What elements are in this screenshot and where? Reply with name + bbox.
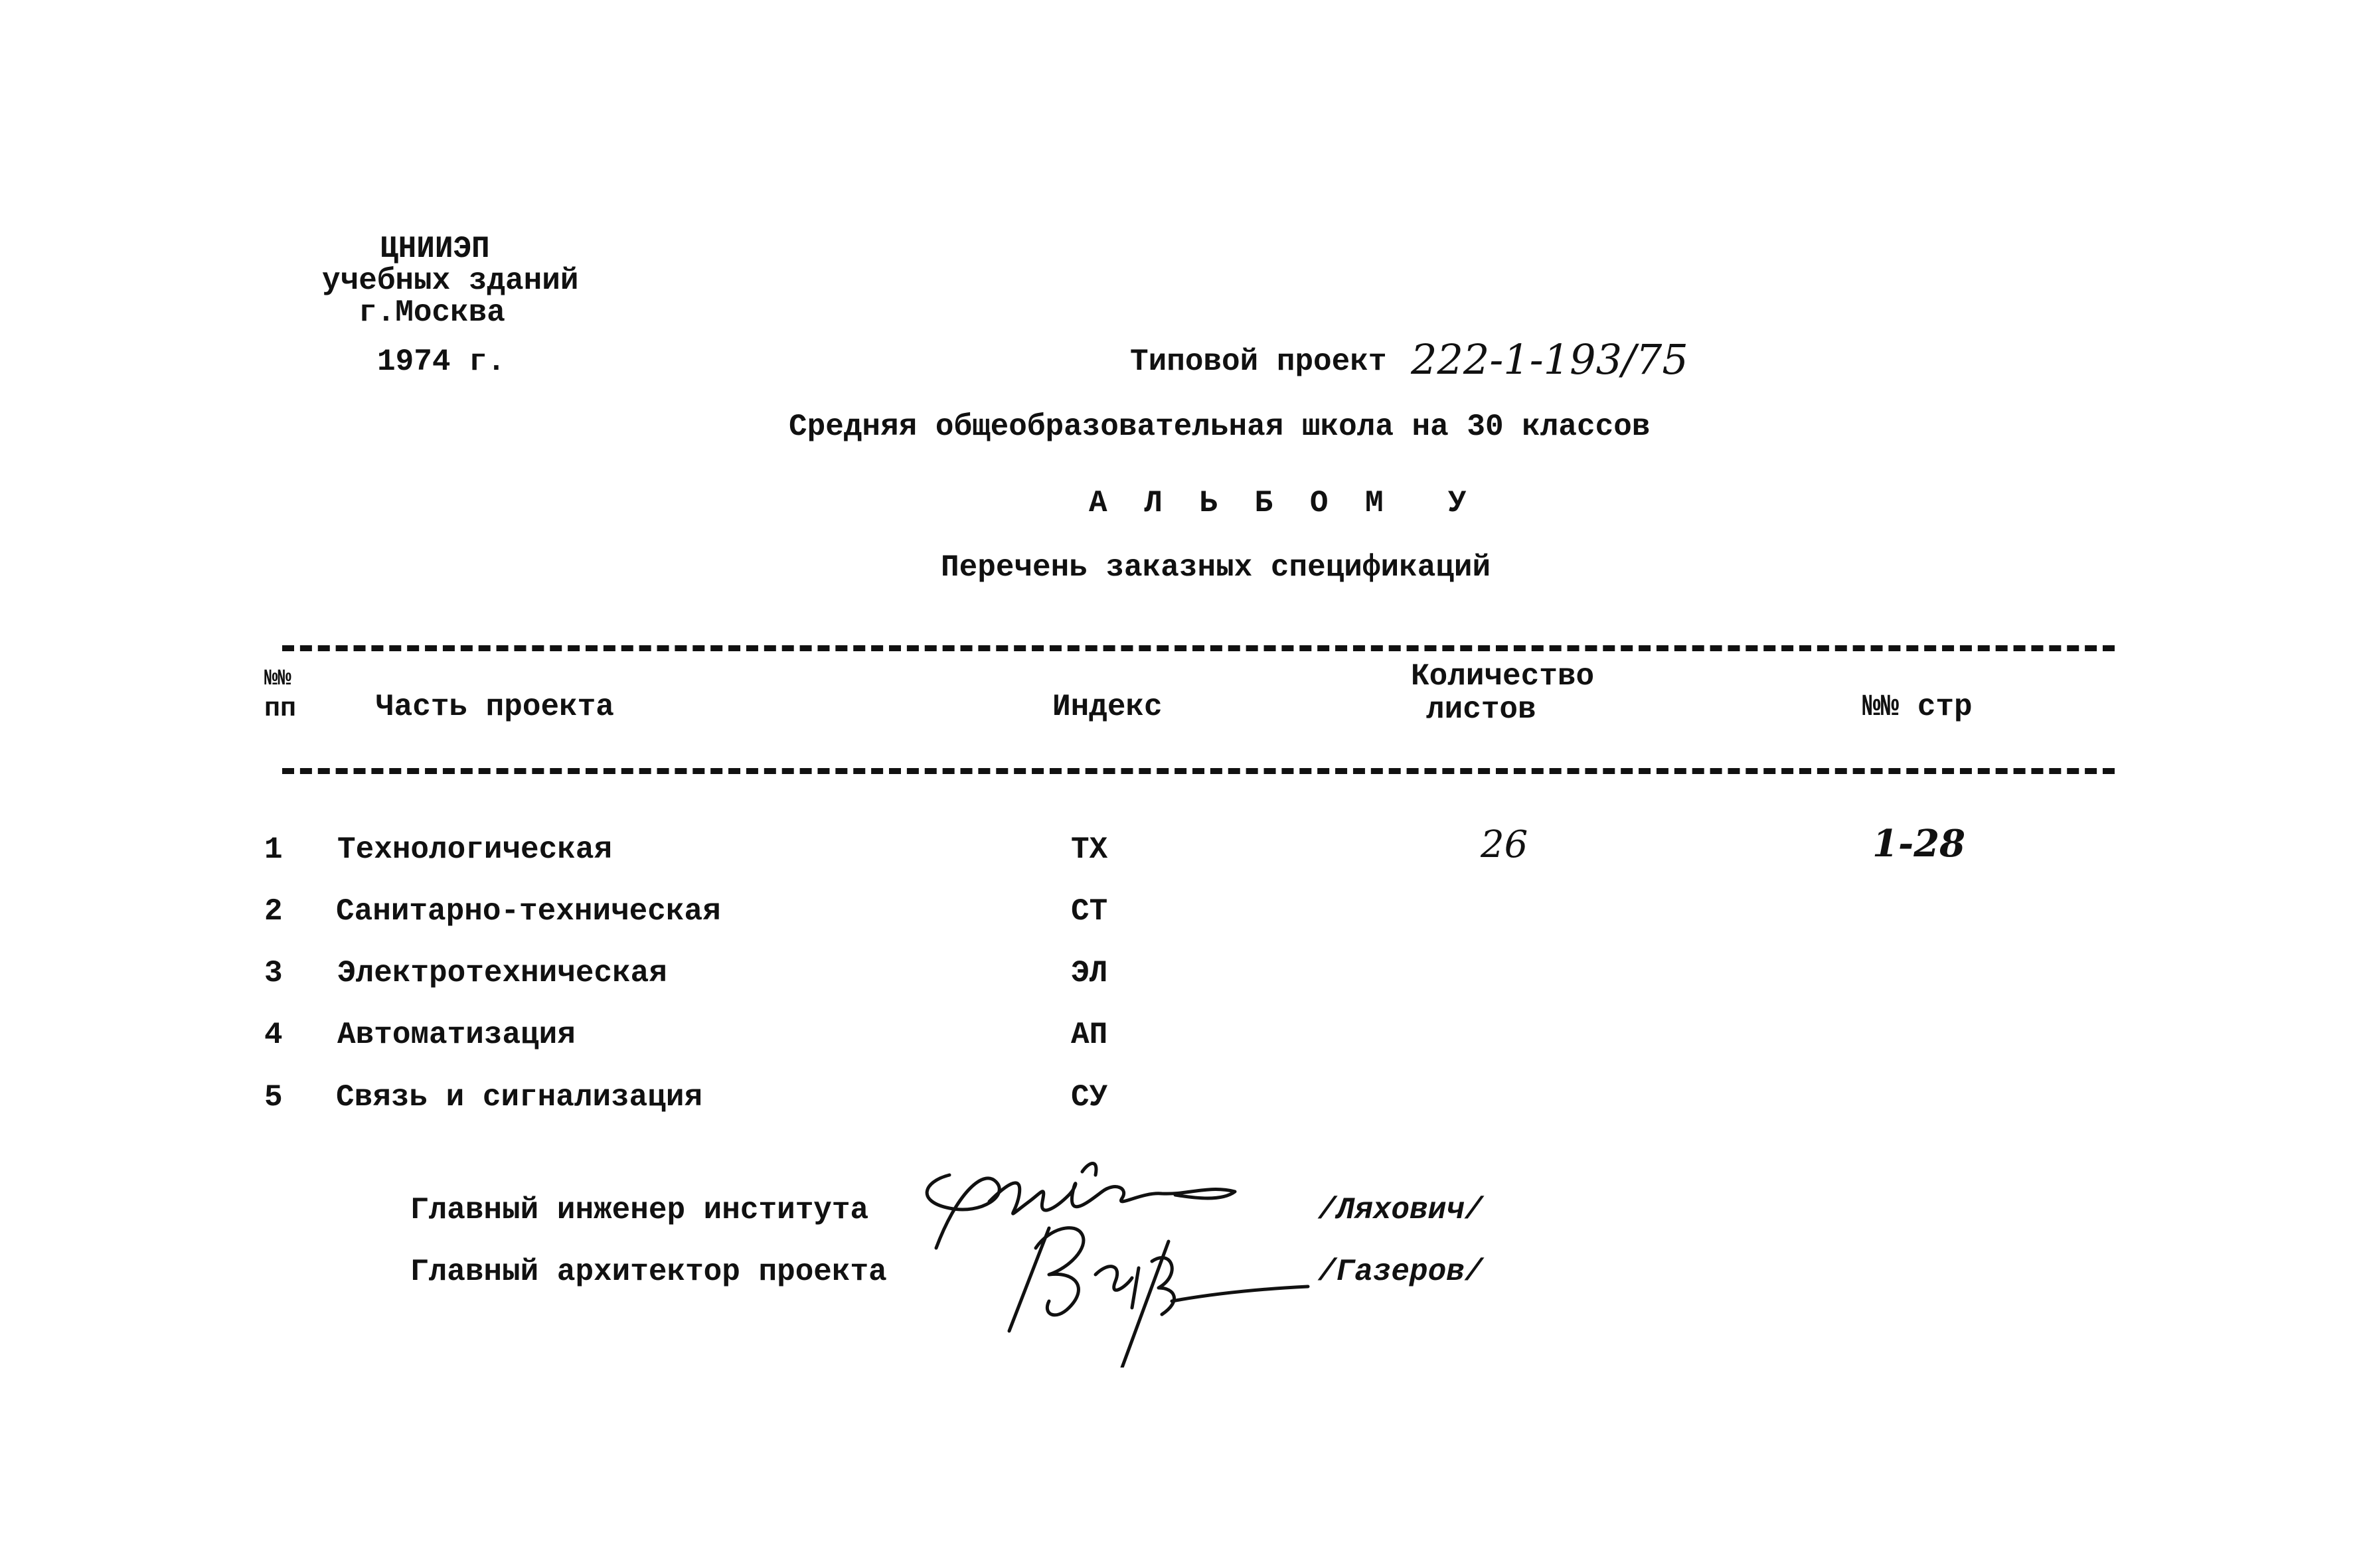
row-number: 4 <box>264 1018 283 1052</box>
row-index: СТ <box>1071 894 1108 929</box>
row-index: ЭЛ <box>1071 956 1108 990</box>
row-number: 1 <box>264 832 283 867</box>
album-title: А Л Ь Б О М У <box>1089 486 1476 520</box>
row-part: Связь и сигнализация <box>336 1080 703 1115</box>
header-num-line1: №№ <box>264 666 291 692</box>
engineer-name: /Ляхович/ <box>1318 1193 1483 1227</box>
header-pages: №№ стр <box>1862 690 1973 724</box>
org-department: учебных зданий <box>322 264 579 298</box>
row-count: 26 <box>1481 823 1528 866</box>
row-number: 2 <box>264 894 283 929</box>
table-header-rule <box>282 768 2115 774</box>
row-index: АП <box>1071 1018 1108 1052</box>
engineer-role: Главный инженер института <box>410 1193 869 1227</box>
architect-signature <box>989 1215 1335 1368</box>
row-part: Электротехническая <box>337 956 667 990</box>
table-top-rule <box>282 645 2115 651</box>
header-count-line2: листов <box>1426 692 1536 727</box>
header-index: Индекс <box>1052 690 1163 724</box>
header-num-line2: пп <box>264 694 297 724</box>
org-city: г.Москва <box>359 295 505 330</box>
org-name: ЦНИИЭП <box>380 232 490 266</box>
project-title: Средняя общеобразовательная школа на 30 классов <box>789 410 1651 444</box>
row-number: 5 <box>264 1080 283 1115</box>
row-part: Автоматизация <box>337 1018 576 1052</box>
row-pages: 1-28 <box>1872 822 1966 866</box>
org-year: 1974 г. <box>377 345 506 379</box>
project-label: Типовой проект <box>1130 345 1387 379</box>
architect-name: /Газеров/ <box>1318 1255 1483 1289</box>
project-number: 222-1-193/75 <box>1411 335 1688 384</box>
row-part: Технологическая <box>337 832 613 867</box>
album-subtitle: Перечень заказных спецификаций <box>941 550 1491 585</box>
row-index: СУ <box>1071 1080 1108 1115</box>
architect-role: Главный архитектор проекта <box>410 1255 887 1289</box>
header-part: Часть проекта <box>376 690 614 724</box>
row-number: 3 <box>264 956 283 990</box>
row-index: ТХ <box>1071 832 1108 867</box>
header-count-line1: Количество <box>1411 659 1595 694</box>
row-part: Санитарно-техническая <box>336 894 721 929</box>
